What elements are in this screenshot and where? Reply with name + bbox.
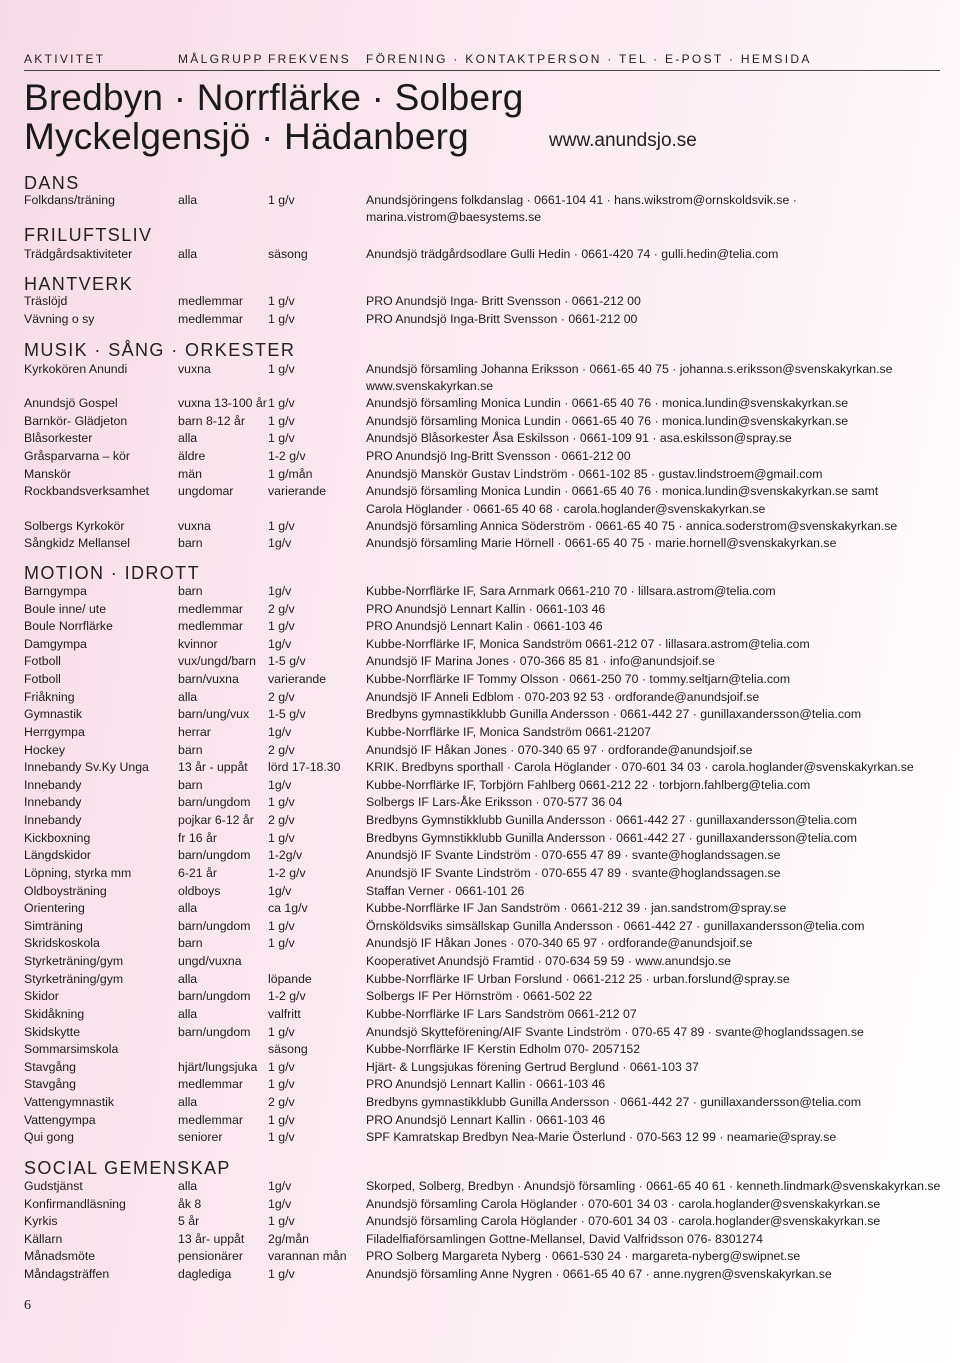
cell-target-group: barn bbox=[178, 742, 203, 757]
cell-target-group: vuxna bbox=[178, 362, 211, 376]
cell-activity: Fotboll bbox=[24, 672, 61, 687]
cell-activity: Sångkidz Mellansel bbox=[24, 536, 130, 550]
table-row bbox=[24, 583, 940, 600]
cell-frequency: 1 g/v bbox=[268, 1214, 295, 1229]
website-link[interactable]: www.anundsjo.se bbox=[549, 130, 697, 151]
cell-contact: Anundsjö IF Håkan Jones · 070-340 65 97 · ordforande@anundsjoif.se bbox=[366, 742, 753, 757]
table-row bbox=[24, 448, 940, 465]
cell-target-group: alla bbox=[178, 193, 198, 207]
cell-target-group: vuxna 13-100 år bbox=[178, 396, 267, 410]
cell-activity: Måndagsträffen bbox=[24, 1267, 110, 1281]
cell-target-group: barn bbox=[178, 584, 203, 598]
cell-target-group: dagledigа bbox=[178, 1267, 232, 1281]
cell-contact: PRO Anundsjö Lennart Kallin · 0661-103 46 bbox=[366, 1077, 606, 1092]
cell-contact: Kubbe-Norrflärke IF Lars Sandström 0661-212 07 bbox=[366, 1006, 637, 1021]
table-row bbox=[24, 1248, 940, 1265]
cell-contact: PRO Anundsjö Inga- Britt Svensson · 0661-212 00 bbox=[366, 294, 641, 308]
cell-frequency: 1 g/v bbox=[268, 519, 295, 533]
table-row bbox=[24, 192, 940, 209]
page-number: 6 bbox=[24, 1298, 31, 1313]
cell-frequency: 1-5 g/v bbox=[268, 654, 306, 669]
cell-frequency: varierande bbox=[268, 484, 327, 498]
cell-target-group: medlemmar bbox=[178, 294, 243, 308]
cell-contact: Staffan Verner · 0661-101 26 bbox=[366, 883, 525, 898]
cell-contact: Anundsjö IF Håkan Jones · 070-340 65 97 · ordforande@anundsjoif.se bbox=[366, 936, 753, 951]
cell-target-group: medlemmar bbox=[178, 1112, 243, 1127]
cell-contact: Örnsköldsviks simsällskap Gunilla Andersson · 0661-442 27 · gunillaxandersson@telia.com bbox=[366, 918, 865, 933]
cell-frequency: 1g/v bbox=[268, 584, 292, 598]
cell-contact: PRO Anundsjö Lennart Kallin · 0661-103 46 bbox=[366, 601, 606, 616]
cell-contact: Anundsjöringens folkdanslag · 0661-104 41 · hans.wikstrom@ornskoldsvik.se · bbox=[366, 193, 797, 207]
cell-activity: Gudstjänst bbox=[24, 1179, 83, 1193]
cell-activity: Löpning, styrka mm bbox=[24, 865, 132, 880]
section-heading-dans: DANS bbox=[24, 173, 80, 193]
cell-activity: Orientering bbox=[24, 901, 85, 916]
cell-contact: Kubbe-Norrflärke IF, Monica Sandström 0661-21207 bbox=[366, 724, 652, 739]
cell-activity: Rockbandsverksamhet bbox=[24, 484, 150, 498]
section-heading-social: SOCIAL GEMENSKAP bbox=[24, 1158, 231, 1178]
cell-contact: PRO Anundsjö Ing-Britt Svensson · 0661-212 00 bbox=[366, 449, 631, 463]
cell-target-group: barn/ungdom bbox=[178, 989, 251, 1004]
cell-frequency: 2 g/v bbox=[268, 601, 295, 616]
cell-contact: SPF Kamratskap Bredbyn Nea-Marie Österlund · 070-563 12 99 · neamarie@spray.se bbox=[366, 1130, 837, 1145]
cell-target-group: barn/ungdom bbox=[178, 795, 251, 810]
cell-target-group: kvinnor bbox=[178, 636, 218, 651]
cell-frequency: 1g/v bbox=[268, 883, 292, 898]
cell-target-group: alla bbox=[178, 1179, 198, 1193]
cell-activity: Trädgårdsaktiviteter bbox=[24, 247, 133, 261]
cell-contact: Anundsjö församling Marie Hörnell · 0661-65 40 75 · marie.hornell@svenskakyrkan.se bbox=[366, 536, 837, 550]
cell-target-group: barn bbox=[178, 777, 203, 792]
cell-activity: Sommarsimskola bbox=[24, 1042, 119, 1057]
cell-frequency: löpande bbox=[268, 971, 312, 986]
cell-activity: Solbergs Kyrkokör bbox=[24, 519, 125, 533]
dans-continuation: marina.vistrom@baesystems.se bbox=[366, 210, 542, 224]
cell-target-group: alla bbox=[178, 431, 198, 445]
cell-contact: Kubbe-Norrflärke IF, Torbjörn Fahlberg 0661-212 22 · torbjorn.fahlberg@telia.com bbox=[366, 777, 811, 792]
cell-target-group: barn 8-12 år bbox=[178, 414, 245, 428]
table-row bbox=[24, 1059, 940, 1076]
cell-frequency: 1g/v bbox=[268, 724, 292, 739]
cell-frequency: 1g/v bbox=[268, 536, 292, 550]
table-row bbox=[24, 1076, 940, 1093]
cell-activity: Friåkning bbox=[24, 689, 75, 704]
cell-frequency: varannan mån bbox=[268, 1249, 347, 1264]
cell-target-group: pensionärer bbox=[178, 1249, 243, 1264]
cell-target-group: 13 år- uppåt bbox=[178, 1231, 245, 1246]
table-row bbox=[24, 1112, 940, 1129]
cell-target-group: barn/ungdom bbox=[178, 1024, 251, 1039]
cell-contact: Anundsjö IF Marina Jones · 070-366 85 81 · info@anundsjoif.se bbox=[366, 654, 715, 669]
cell-frequency: säsong bbox=[268, 1042, 308, 1057]
cell-target-group: alla bbox=[178, 247, 198, 261]
cell-contact: Skorped, Solberg, Bredbyn · Anundsjö församling · 0661-65 40 61 · kenneth.lindmark@svenskakyrkan.se bbox=[366, 1179, 941, 1193]
table-row bbox=[24, 535, 940, 552]
cell-target-group: herrar bbox=[178, 724, 211, 739]
table-row bbox=[24, 671, 940, 688]
cell-frequency: 1 g/v bbox=[268, 1112, 295, 1127]
cell-contact: Filadelfiaförsamlingen Gottne-Mellansel, David Valfridsson 076- 8301274 bbox=[366, 1231, 763, 1246]
cell-frequency: 1 g/v bbox=[268, 294, 295, 308]
header-frekvens: FREKVENS bbox=[268, 52, 352, 66]
table-row bbox=[24, 246, 940, 263]
cell-contact: PRO Anundsjö Lennart Kallin · 0661-103 46 bbox=[366, 1112, 606, 1127]
table-row bbox=[24, 988, 940, 1005]
table-row bbox=[24, 935, 940, 952]
cell-contact: Anundsjö församling Carola Höglander · 070-601 34 03 · carola.hoglander@svenskakyrkan.se bbox=[366, 1196, 881, 1211]
cell-target-group: 13 år - uppåt bbox=[178, 760, 248, 775]
cell-contact: Kubbe-Norrflärke IF Jan Sandström · 0661-212 39 · jan.sandstrom@spray.se bbox=[366, 901, 787, 916]
section-heading-hantverk: HANTVERK bbox=[24, 274, 134, 294]
cell-frequency: varierande bbox=[268, 672, 327, 687]
table-row bbox=[24, 1024, 940, 1041]
table-row bbox=[24, 971, 940, 988]
cell-contact: PRO Solberg Margareta Nyberg · 0661-530 24 · margareta-nyberg@swipnet.se bbox=[366, 1249, 801, 1264]
cell-contact: Anundsjö Blåsorkester Åsa Eskilsson · 0661-109 91 · asa.eskilsson@spray.se bbox=[366, 431, 792, 445]
cell-frequency: 1 g/v bbox=[268, 1077, 295, 1092]
table-row bbox=[24, 413, 940, 430]
table-row bbox=[24, 689, 940, 706]
cell-contact: Solbergs IF Per Hörnström · 0661-502 22 bbox=[366, 989, 593, 1004]
table-row bbox=[24, 1041, 940, 1058]
cell-contact: PRO Anundsjö Inga-Britt Svensson · 0661-212 00 bbox=[366, 312, 638, 326]
cell-frequency: 1 g/v bbox=[268, 1024, 295, 1039]
header-malgrupp: MÅLGRUPP bbox=[178, 52, 264, 66]
cell-target-group: ungd/vuxna bbox=[178, 954, 242, 969]
cell-activity: Träslöjd bbox=[24, 294, 68, 308]
cell-activity: Innebandy Sv.Ky Unga bbox=[24, 760, 149, 775]
cell-frequency: 1g/v bbox=[268, 777, 292, 792]
cell-activity: Innebandy bbox=[24, 777, 82, 792]
cell-target-group: barn bbox=[178, 536, 203, 550]
cell-target-group: vux/ungd/barn bbox=[178, 654, 256, 669]
cell-frequency: säsong bbox=[268, 247, 308, 261]
cell-contact: Anundsjö församling Johanna Eriksson · 0661-65 40 75 · johanna.s.eriksson@svenskakyrkan.se bbox=[366, 362, 893, 376]
cell-target-group: barn/vuxna bbox=[178, 672, 239, 687]
cell-frequency: 1 g/v bbox=[268, 619, 295, 634]
title-line-2: Myckelgensjö · Hädanberg bbox=[24, 116, 469, 157]
cell-frequency: lörd 17-18.30 bbox=[268, 760, 341, 775]
cell-frequency: 1-5 g/v bbox=[268, 707, 306, 722]
cell-frequency: 1-2 g/v bbox=[268, 449, 306, 463]
table-row bbox=[24, 812, 940, 829]
cell-contact: Kubbe-Norrflärke IF, Sara Arnmark 0661-210 70 · lillsara.astrom@telia.com bbox=[366, 584, 776, 598]
cell-frequency: 1 g/v bbox=[268, 830, 295, 845]
cell-activity: Fotboll bbox=[24, 654, 61, 669]
cell-activity: Innebandy bbox=[24, 795, 82, 810]
cell-activity: Stavgång bbox=[24, 1059, 76, 1074]
table-row bbox=[24, 847, 940, 864]
table-row bbox=[24, 361, 940, 378]
cell-activity: Skidor bbox=[24, 989, 59, 1004]
table-row bbox=[24, 883, 940, 900]
header-aktivitet: AKTIVITET bbox=[24, 52, 106, 66]
cell-target-group: medlemmar bbox=[178, 1077, 243, 1092]
cell-target-group: alla bbox=[178, 1094, 198, 1109]
table-row bbox=[24, 653, 940, 670]
cell-activity: Manskör bbox=[24, 467, 72, 481]
cell-target-group: hjärt/lungsjuka bbox=[178, 1059, 258, 1074]
cell-contact: Anundsjö församling Anne Nygren · 0661-65 40 67 · anne.nygren@svenskakyrkan.se bbox=[366, 1267, 832, 1281]
table-row bbox=[24, 1196, 940, 1213]
cell-contact: Anundsjö IF Svante Lindström · 070-655 47 89 · svante@hoglandssagen.se bbox=[366, 865, 781, 880]
cell-activity: Konfirmandläsning bbox=[24, 1196, 126, 1211]
cell-contact: Bredbyns gymnastikklubb Gunilla Andersson · 0661-442 27 · gunillaxandersson@telia.com bbox=[366, 707, 862, 722]
cell-contact: Anundsjö församling Annica Söderström · 0661-65 40 75 · annica.soderstrom@svenskakyrkan.se bbox=[366, 519, 898, 533]
table-row bbox=[24, 953, 940, 970]
cell-target-group: barn/ungdom bbox=[178, 918, 251, 933]
cell-target-group: alla bbox=[178, 901, 198, 916]
cell-target-group: 5 år bbox=[178, 1214, 200, 1229]
cell-activity: Kyrkis bbox=[24, 1214, 58, 1229]
cell-target-group: alla bbox=[178, 1006, 198, 1021]
table-row bbox=[24, 311, 940, 328]
cell-target-group: seniorer bbox=[178, 1130, 223, 1145]
cell-target-group: barn/ung/vux bbox=[178, 707, 250, 722]
cell-contact: Bredbyns gymnastikklubb Gunilla Andersson · 0661-442 27 · gunillaxandersson@telia.com bbox=[366, 1094, 862, 1109]
table-row bbox=[24, 395, 940, 412]
cell-target-group: alla bbox=[178, 689, 198, 704]
table-row bbox=[24, 865, 940, 882]
cell-activity: Skidåkning bbox=[24, 1006, 85, 1021]
table-row bbox=[24, 1266, 940, 1283]
cell-target-group: 6-21 år bbox=[178, 865, 217, 880]
cell-activity: Simträning bbox=[24, 918, 83, 933]
cell-contact: Anundsjö Manskör Gustav Lindström · 0661-102 85 · gustav.lindstroem@gmail.com bbox=[366, 467, 823, 481]
cell-activity: Vattengympa bbox=[24, 1112, 96, 1127]
table-row bbox=[24, 900, 940, 917]
cell-activity: Oldboysträning bbox=[24, 883, 107, 898]
table-row bbox=[24, 1178, 940, 1195]
table-row bbox=[24, 1006, 940, 1023]
cell-contact: Kubbe-Norrflärke IF, Monica Sandström 0661-212 07 · lillasara.astrom@telia.com bbox=[366, 636, 810, 651]
cell-target-group: fr 16 år bbox=[178, 830, 217, 845]
cell-frequency: 1 g/v bbox=[268, 918, 295, 933]
cell-target-group: pojkar 6-12 år bbox=[178, 813, 254, 828]
cell-frequency: 1 g/v bbox=[268, 362, 295, 376]
table-row bbox=[24, 466, 940, 483]
cell-target-group: äldre bbox=[178, 449, 206, 463]
cell-frequency: 1 g/v bbox=[268, 936, 295, 951]
cell-frequency: 1g/v bbox=[268, 1196, 292, 1211]
table-row bbox=[24, 724, 940, 741]
cell-activity: Hockey bbox=[24, 742, 66, 757]
cell-frequency: 1-2 g/v bbox=[268, 865, 306, 880]
cell-frequency: 2 g/v bbox=[268, 813, 295, 828]
cell-contact: Kooperativet Anundsjö Framtid · 070-634 59 59 · www.anundsjo.se bbox=[366, 954, 732, 969]
section-heading-friluftsliv: FRILUFTSLIV bbox=[24, 225, 153, 245]
cell-frequency: 1 g/mån bbox=[268, 467, 313, 481]
table-row bbox=[24, 1231, 940, 1248]
cell-activity: Styrketräning/gym bbox=[24, 954, 124, 969]
cell-contact: Anundsjö församling Monica Lundin · 0661-65 40 76 · monica.lundin@svenskakyrkan.se bbox=[366, 396, 849, 410]
cell-frequency: 2g/mån bbox=[268, 1231, 310, 1246]
cell-activity: Skridskoskola bbox=[24, 936, 100, 951]
rockband-continuation: Carola Höglander · 0661-65 40 68 · carola.hoglander@svenskakyrkan.se bbox=[366, 502, 766, 516]
cell-frequency: 1 g/v bbox=[268, 414, 295, 428]
table-row bbox=[24, 483, 940, 500]
table-row bbox=[24, 918, 940, 935]
cell-activity: Längdskidor bbox=[24, 848, 91, 863]
table-row bbox=[24, 293, 940, 310]
cell-contact: Hjärt- & Lungsjukas förening Gertrud Berglund · 0661-103 37 bbox=[366, 1059, 699, 1074]
cell-contact: Bredbyns Gymnstikklubb Gunilla Andersson · 0661-442 27 · gunillaxandersson@telia.com bbox=[366, 813, 857, 828]
table-row bbox=[24, 430, 940, 447]
cell-frequency: 1 g/v bbox=[268, 396, 295, 410]
cell-contact: PRO Anundsjö Lennart Kalin · 0661-103 46 bbox=[366, 619, 603, 634]
table-row bbox=[24, 618, 940, 635]
table-row bbox=[24, 518, 940, 535]
cell-contact: Anundsjö Skytteförening/AIF Svante Lindström · 070-65 47 89 · svante@hoglandssagen.se bbox=[366, 1024, 864, 1039]
cell-frequency: 1g/v bbox=[268, 636, 292, 651]
header-forening: FÖRENING · KONTAKTPERSON · TEL · E-POST · HEMSIDA bbox=[366, 52, 812, 66]
cell-contact: Bredbyns Gymnstikklubb Gunilla Andersson · 0661-442 27 · gunillaxandersson@telia.com bbox=[366, 830, 857, 845]
cell-activity: Qui gong bbox=[24, 1130, 74, 1145]
cell-target-group: vuxna bbox=[178, 519, 211, 533]
table-row bbox=[24, 1129, 940, 1146]
cell-activity: Gymnastik bbox=[24, 707, 83, 722]
header-divider bbox=[24, 70, 940, 71]
cell-target-group: barn/ungdom bbox=[178, 848, 251, 863]
cell-target-group: barn bbox=[178, 936, 203, 951]
table-row bbox=[24, 1213, 940, 1230]
table-row bbox=[24, 759, 940, 776]
table-row bbox=[24, 1094, 940, 1111]
cell-contact: Anundsjö IF Svante Lindström · 070-655 47 89 · svante@hoglandssagen.se bbox=[366, 848, 781, 863]
cell-target-group: medlemmar bbox=[178, 312, 243, 326]
cell-activity: Damgympa bbox=[24, 636, 87, 651]
table-row bbox=[24, 777, 940, 794]
section-heading-motion: MOTION · IDROTT bbox=[24, 563, 200, 583]
cell-target-group: alla bbox=[178, 971, 198, 986]
cell-frequency: valfritt bbox=[268, 1006, 301, 1021]
cell-activity: Månadsmöte bbox=[24, 1249, 96, 1264]
cell-frequency: 1 g/v bbox=[268, 193, 295, 207]
kyrkokoren-continuation: www.svenskakyrkan.se bbox=[366, 379, 494, 393]
title-line-1: Bredbyn · Norrflärke · Solberg bbox=[24, 77, 524, 118]
cell-contact: Kubbe-Norrflärke IF Urban Forslund · 0661-212 25 · urban.forslund@spray.se bbox=[366, 971, 790, 986]
cell-frequency: 2 g/v bbox=[268, 1094, 295, 1109]
cell-activity: Blåsorkester bbox=[24, 431, 93, 445]
cell-frequency: 1 g/v bbox=[268, 1059, 295, 1074]
table-row bbox=[24, 636, 940, 653]
table-row bbox=[24, 601, 940, 618]
cell-contact: Anundsjö församling Monica Lundin · 0661-65 40 76 · monica.lundin@svenskakyrkan.se samt bbox=[366, 484, 879, 498]
cell-frequency: 1 g/v bbox=[268, 1130, 295, 1145]
cell-contact: Kubbe-Norrflärke IF Kerstin Edholm 070- 2057152 bbox=[366, 1042, 641, 1057]
cell-frequency: 1 g/v bbox=[268, 795, 295, 810]
cell-contact: Anundsjö församling Monica Lundin · 0661-65 40 76 · monica.lundin@svenskakyrkan.se bbox=[366, 414, 849, 428]
cell-activity: Boule inne/ ute bbox=[24, 601, 107, 616]
cell-frequency: 1 g/v bbox=[268, 1267, 295, 1281]
cell-frequency: 2 g/v bbox=[268, 689, 295, 704]
column-header bbox=[24, 52, 940, 70]
cell-target-group: medlemmar bbox=[178, 619, 243, 634]
cell-activity: Innebandy bbox=[24, 813, 82, 828]
table-row bbox=[24, 742, 940, 759]
cell-activity: Barnkör- Glädjeton bbox=[24, 414, 128, 428]
cell-frequency: 1-2 g/v bbox=[268, 989, 306, 1004]
cell-target-group: män bbox=[178, 467, 202, 481]
table-row bbox=[24, 794, 940, 811]
table-row bbox=[24, 830, 940, 847]
table-row bbox=[24, 706, 940, 723]
cell-frequency: 1-2g/v bbox=[268, 848, 303, 863]
cell-activity: Vattengymnastik bbox=[24, 1094, 114, 1109]
cell-frequency: 1 g/v bbox=[268, 312, 295, 326]
cell-activity: Herrgympa bbox=[24, 724, 85, 739]
cell-target-group: oldboys bbox=[178, 883, 221, 898]
cell-target-group: åk 8 bbox=[178, 1196, 202, 1211]
section-heading-musik: MUSIK · SÅNG · ORKESTER bbox=[24, 340, 296, 360]
cell-frequency: ca 1g/v bbox=[268, 901, 308, 916]
cell-activity: Boule Norrflärke bbox=[24, 619, 113, 634]
cell-target-group: ungdomar bbox=[178, 484, 234, 498]
cell-frequency: 1g/v bbox=[268, 1179, 292, 1193]
cell-activity: Kyrkokören Anundi bbox=[24, 362, 128, 376]
cell-frequency: 2 g/v bbox=[268, 742, 295, 757]
cell-activity: Barngympa bbox=[24, 584, 87, 598]
cell-contact: Anundsjö trädgårdsodlare Gulli Hedin · 0661-420 74 · gulli.hedin@telia.com bbox=[366, 247, 779, 261]
cell-activity: Skidskytte bbox=[24, 1024, 81, 1039]
cell-activity: Källarn bbox=[24, 1231, 63, 1246]
cell-target-group: medlemmar bbox=[178, 601, 243, 616]
cell-contact: Kubbe-Norrflärke IF Tommy Olsson · 0661-250 70 · tommy.seltjarn@telia.com bbox=[366, 672, 791, 687]
page bbox=[24, 0, 940, 1363]
cell-contact: KRIK. Bredbyns sporthall · Carola Höglander · 070-601 34 03 · carola.hoglander@svenskakyrkan.se bbox=[366, 760, 914, 775]
cell-contact: Anundsjö IF Anneli Edblom · 070-203 92 53 · ordforande@anundsjoif.se bbox=[366, 689, 760, 704]
cell-activity: Styrketräning/gym bbox=[24, 971, 124, 986]
cell-frequency: 1 g/v bbox=[268, 431, 295, 445]
cell-activity: Vävning o sy bbox=[24, 312, 95, 326]
cell-contact: Anundsjö församling Carola Höglander · 070-601 34 03 · carola.hoglander@svenskakyrkan.se bbox=[366, 1214, 881, 1229]
cell-activity: Kickboxning bbox=[24, 830, 91, 845]
cell-activity: Stavgång bbox=[24, 1077, 76, 1092]
cell-activity: Anundsjö Gospel bbox=[24, 396, 118, 410]
cell-activity: Folkdans/träning bbox=[24, 193, 115, 207]
cell-contact: Solbergs IF Lars-Åke Eriksson · 070-577 36 04 bbox=[366, 795, 623, 810]
cell-activity: Gråsparvarna – kör bbox=[24, 449, 130, 463]
